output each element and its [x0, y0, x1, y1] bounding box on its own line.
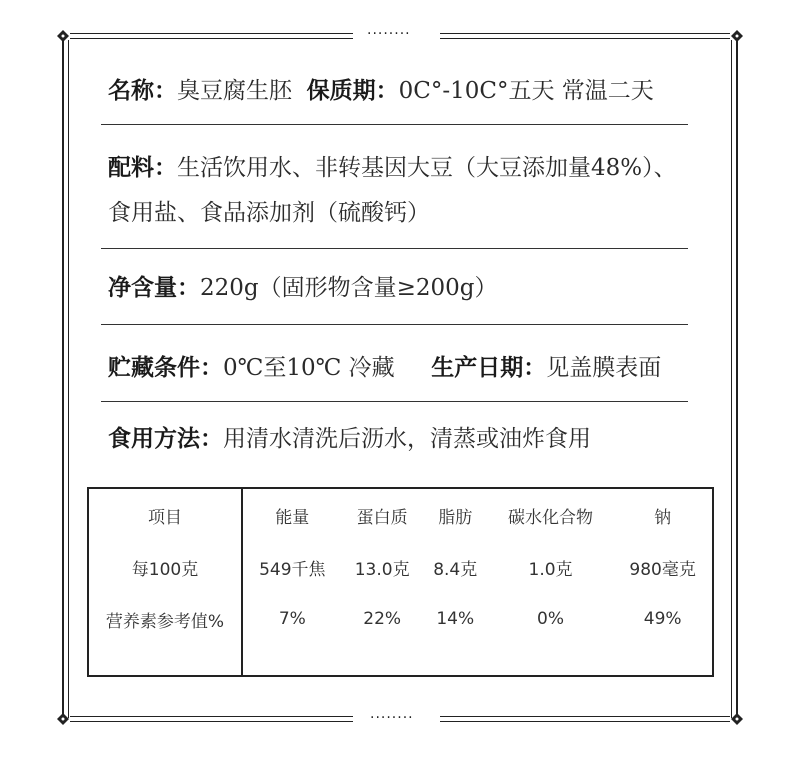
usage-row	[108, 422, 591, 456]
shelf-life-value: 0C°-10C°五天 常温二天	[398, 78, 654, 104]
table-cell: 8.4克	[433, 559, 478, 580]
table-cell: 49%	[643, 609, 682, 629]
frame-right-outer	[736, 40, 738, 718]
table-cell: 980毫克	[629, 559, 696, 580]
net-content-value: 220g（固形物含量≥200g）	[200, 275, 498, 301]
shelf-life-label: 保质期：	[306, 77, 399, 104]
name-value: 臭豆腐生胚	[177, 78, 292, 104]
name-label: 名称：	[108, 77, 177, 104]
usage-value: 用清水清洗后沥水，清蒸或油炸食用	[223, 426, 591, 452]
table-cell: 蛋白质	[356, 507, 408, 528]
storage-row	[108, 351, 661, 385]
table-cell: 营养素参考值%	[88, 593, 242, 645]
frame-bottom-line-left-1	[70, 716, 353, 717]
table-row	[88, 593, 713, 645]
divider	[101, 124, 688, 125]
frame-bottom-line-right-1	[440, 716, 730, 717]
table-cell: 13.0克	[354, 559, 410, 580]
table-cell	[242, 645, 713, 676]
frame-top-dots: ........	[367, 22, 411, 38]
table-cell: 能量	[275, 507, 310, 528]
frame-top-line-left-1	[70, 33, 353, 34]
net-content-label: 净含量：	[108, 274, 200, 301]
table-row	[88, 541, 713, 593]
divider	[101, 324, 688, 325]
frame-bottom-line-left-2	[70, 721, 353, 722]
net-content-row	[108, 271, 498, 305]
frame-right-inner	[731, 40, 732, 718]
table-cell	[88, 645, 242, 676]
frame-bottom-dots: ........	[370, 706, 414, 722]
frame-left-outer	[62, 40, 64, 718]
production-date-value: 见盖膜表面	[546, 355, 662, 381]
usage-label: 食用方法：	[108, 425, 223, 452]
corner-ornament-icon-tr	[731, 30, 743, 42]
frame-left-inner	[68, 40, 69, 718]
frame-top-line-right-1	[440, 33, 730, 34]
nutrition-table	[87, 487, 714, 677]
table-cell: 钠	[654, 507, 672, 528]
frame-top-line-left-2	[70, 38, 353, 39]
divider	[101, 248, 688, 249]
table-cell: 脂肪	[438, 507, 473, 528]
table-row	[88, 488, 713, 541]
table-cell: 每100克	[88, 541, 242, 593]
ingredients-line2: 食用盐、食品添加剂（硫酸钙）	[108, 200, 430, 226]
ingredients-row-2	[108, 196, 430, 230]
table-cell: 22%	[363, 609, 402, 629]
ingredients-row	[108, 151, 677, 185]
table-cell: 1.0克	[528, 559, 573, 580]
frame-top-line-right-2	[440, 38, 730, 39]
table-cell: 项目	[88, 488, 242, 541]
name-row	[108, 74, 654, 108]
table-cell: 碳水化合物	[508, 507, 594, 528]
table-cell: 0%	[537, 609, 565, 629]
frame-bottom-line-right-2	[440, 721, 730, 722]
divider	[101, 401, 688, 402]
ingredients-line1: 生活饮用水、非转基因大豆（大豆添加量48%）、	[177, 155, 677, 181]
storage-value: 0℃至10℃ 冷藏	[223, 355, 395, 381]
table-cell: 7%	[278, 609, 306, 629]
table-cell: 14%	[436, 609, 475, 629]
corner-ornament-icon-br	[731, 713, 743, 725]
table-cell: 549千焦	[259, 559, 326, 580]
corner-ornament-icon-bl	[57, 713, 69, 725]
ingredients-label: 配料：	[108, 154, 177, 181]
corner-ornament-icon-tl	[57, 30, 69, 42]
storage-label: 贮藏条件：	[108, 354, 223, 381]
production-date-label: 生产日期：	[431, 354, 547, 381]
table-row	[88, 645, 713, 676]
